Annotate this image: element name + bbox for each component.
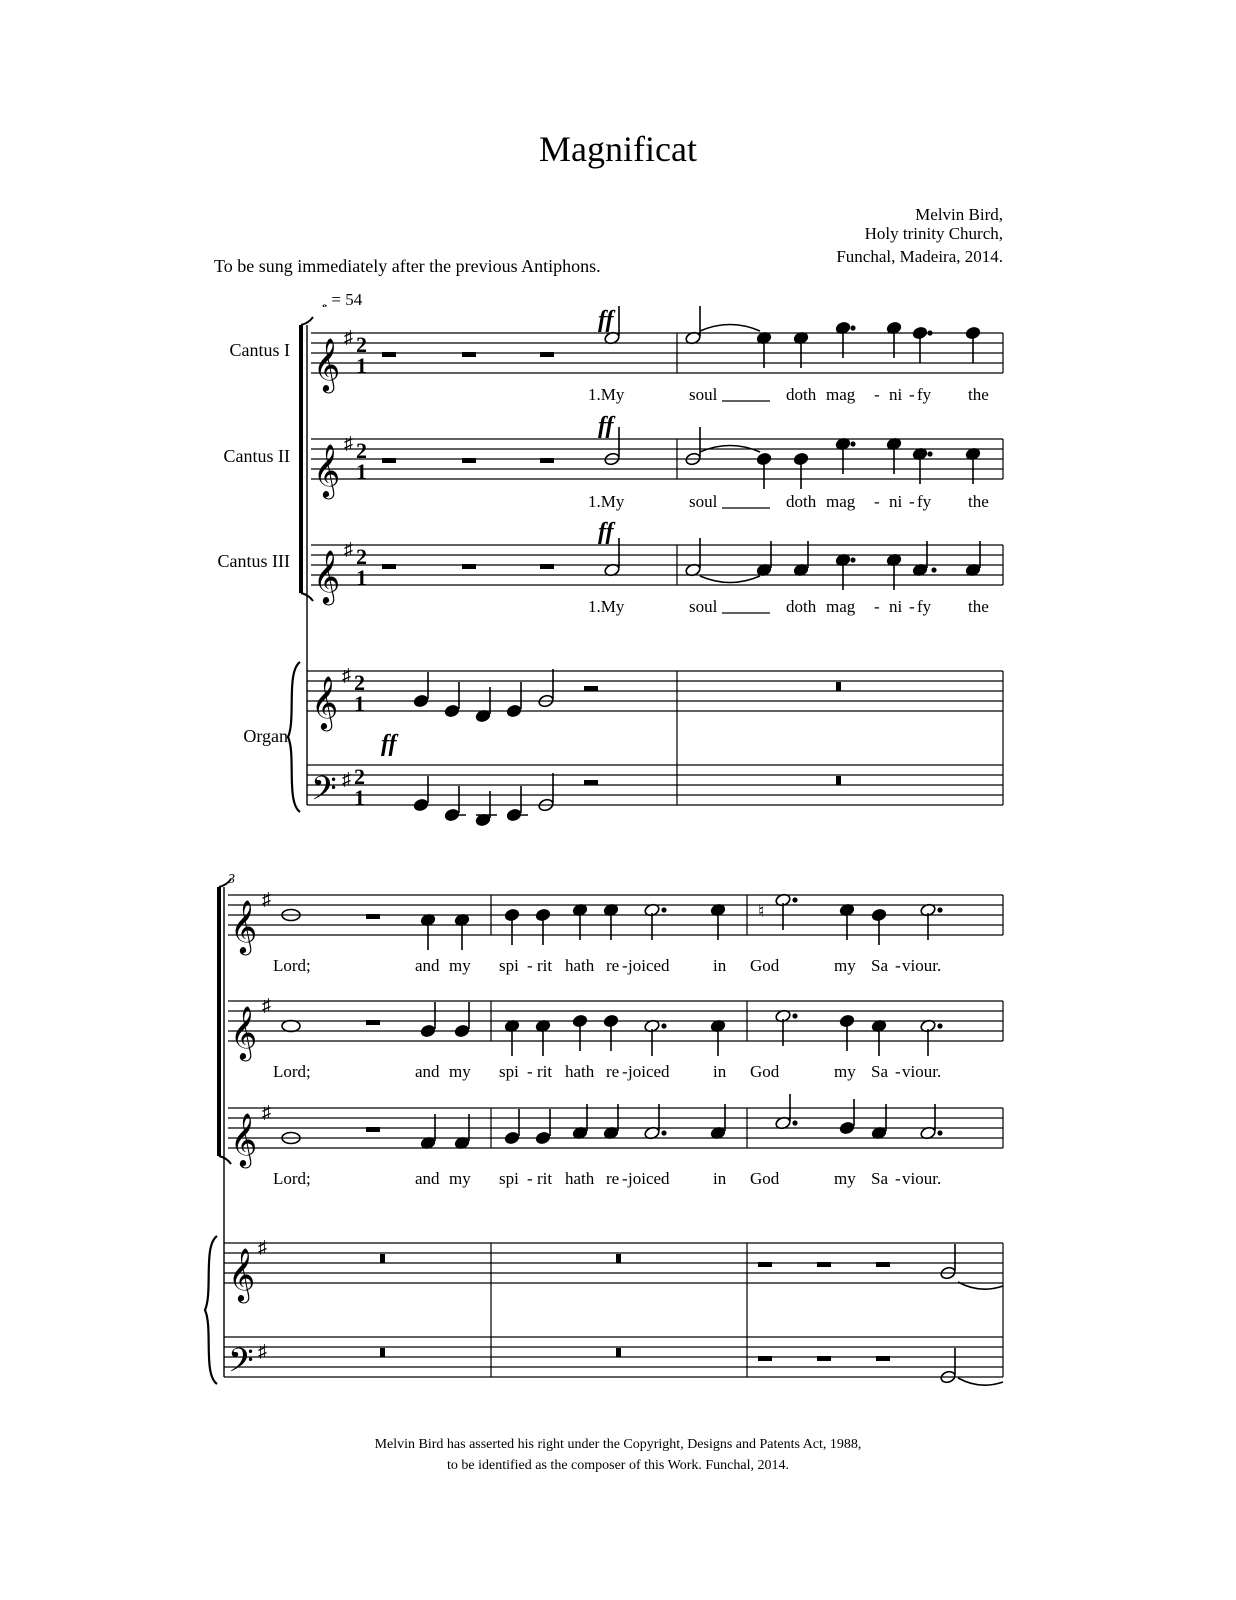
lyric: -: [909, 492, 915, 511]
lyric: soul: [689, 492, 718, 511]
lyric: soul: [689, 385, 718, 404]
lyric: ni: [889, 492, 903, 511]
time-signature: 2: [356, 438, 367, 463]
half-note-icon: 𝅝: [322, 295, 328, 310]
lyric: spi: [499, 1169, 519, 1188]
sharp-icon: ♯: [258, 1341, 267, 1361]
lyric: joiced: [628, 956, 670, 975]
lyric: doth: [786, 597, 817, 616]
lyric: and: [415, 956, 440, 975]
lyric: -: [909, 597, 915, 616]
lyric: the: [968, 492, 989, 511]
lyric: ni: [889, 597, 903, 616]
part-label-cantus-2: Cantus II: [223, 446, 290, 466]
dynamic-ff: ff: [598, 413, 614, 439]
sharp-icon: ♯: [262, 995, 271, 1015]
lyric: 1.My: [588, 597, 625, 616]
time-signature: 1: [354, 785, 365, 810]
staff-cantus-1: [311, 333, 1003, 373]
treble-clef-icon: 𝄞: [311, 677, 339, 728]
lyric: joiced: [628, 1169, 670, 1188]
lyric: Lord;: [273, 1169, 311, 1188]
lyric: my: [834, 956, 856, 975]
bass-clef-icon: 𝄢: [228, 1342, 254, 1387]
sharp-icon: ♯: [258, 1237, 267, 1257]
copyright-footer: [0, 1434, 1236, 1476]
dynamic-ff: ff: [598, 307, 614, 333]
lyric: rit: [537, 956, 553, 975]
composer-line-1: Melvin Bird,: [915, 205, 1003, 224]
staff-cantus-3: [311, 545, 1003, 585]
time-signature: 2: [354, 670, 365, 695]
lyric: Sa: [871, 956, 888, 975]
lyric: in: [713, 1169, 727, 1188]
lyric: -: [622, 1062, 628, 1081]
part-label-cantus-3: Cantus III: [217, 551, 290, 571]
treble-clef-icon: 𝄞: [313, 551, 341, 602]
dynamic-ff: ff: [598, 519, 614, 545]
time-signature: 1: [356, 353, 367, 378]
lyric: mag: [826, 492, 856, 511]
sharp-icon: ♯: [262, 1102, 271, 1122]
staff-organ-treble: [307, 671, 1003, 711]
time-signature: 2: [356, 332, 367, 357]
lyric: the: [968, 385, 989, 404]
lyric: Lord;: [273, 956, 311, 975]
lyric: my: [834, 1169, 856, 1188]
lyric: doth: [786, 492, 817, 511]
lyric: hath: [565, 956, 595, 975]
footer-line-2: to be identified as the composer of this Work. Funchal, 2014.: [447, 1458, 789, 1473]
lyric: my: [449, 1169, 471, 1188]
lyric: -: [622, 1169, 628, 1188]
sharp-icon: ♯: [342, 665, 351, 685]
treble-clef-icon: 𝄞: [228, 1249, 256, 1300]
lyric: viour.: [902, 1169, 942, 1188]
measure-number: 3: [228, 872, 235, 887]
lyric: Lord;: [273, 1062, 311, 1081]
lyric: -: [527, 1062, 533, 1081]
sharp-icon: ♯: [344, 539, 353, 559]
dynamic-ff: ff: [381, 731, 397, 757]
part-label-cantus-1: Cantus I: [229, 340, 290, 360]
lyric: God: [750, 956, 780, 975]
lyric: soul: [689, 597, 718, 616]
treble-clef-icon: 𝄞: [230, 1007, 258, 1058]
lyric: 1.My: [588, 492, 625, 511]
lyric: Sa: [871, 1169, 888, 1188]
lyric: -: [895, 1062, 901, 1081]
lyric: re: [606, 1169, 620, 1188]
lyric: hath: [565, 1062, 595, 1081]
footer-line-1: Melvin Bird has asserted his right under the Copyright, Designs and Patents Act, 1988,: [374, 1437, 862, 1452]
lyric: 1.My: [588, 385, 625, 404]
lyric: spi: [499, 1062, 519, 1081]
lyric: -: [874, 597, 880, 616]
lyric: -: [895, 956, 901, 975]
time-signature: 2: [356, 544, 367, 569]
lyric: rit: [537, 1062, 553, 1081]
treble-clef-icon: 𝄞: [230, 1114, 258, 1165]
tempo-text: = 54: [331, 290, 363, 309]
lyric: my: [449, 1062, 471, 1081]
page-title: Magnificat: [539, 129, 697, 169]
time-signature: 1: [356, 459, 367, 484]
time-signature: 1: [354, 691, 365, 716]
lyric: God: [750, 1062, 780, 1081]
lyric: hath: [565, 1169, 595, 1188]
lyric: my: [449, 956, 471, 975]
lyric: God: [750, 1169, 780, 1188]
composer-line-2: Holy trinity Church,: [864, 224, 1003, 243]
sharp-icon: ♯: [344, 433, 353, 453]
lyric: and: [415, 1169, 440, 1188]
lyric: in: [713, 1062, 727, 1081]
lyric: -: [527, 956, 533, 975]
time-signature: 2: [354, 764, 365, 789]
staff-cantus-1-sys2: [228, 895, 1003, 935]
sharp-icon: ♯: [344, 327, 353, 347]
lyric: fy: [917, 492, 932, 511]
lyric: mag: [826, 597, 856, 616]
part-label-organ: Organ: [243, 726, 288, 746]
lyric: -: [622, 956, 628, 975]
treble-clef-icon: 𝄞: [313, 339, 341, 390]
lyric: -: [874, 385, 880, 404]
staff-organ-bass: [307, 765, 1003, 805]
sharp-icon: ♯: [342, 769, 351, 789]
lyric: spi: [499, 956, 519, 975]
lyric: joiced: [628, 1062, 670, 1081]
lyric: -: [874, 492, 880, 511]
lyric: mag: [826, 385, 856, 404]
lyric: in: [713, 956, 727, 975]
lyric: and: [415, 1062, 440, 1081]
bass-clef-icon: 𝄢: [311, 770, 337, 815]
lyric: re: [606, 1062, 620, 1081]
lyric: Sa: [871, 1062, 888, 1081]
lyric: fy: [917, 597, 932, 616]
treble-clef-icon: 𝄞: [313, 445, 341, 496]
lyric: doth: [786, 385, 817, 404]
composer-line-3: Funchal, Madeira, 2014.: [836, 247, 1003, 266]
lyric: ni: [889, 385, 903, 404]
lyric: -: [909, 385, 915, 404]
lyric: viour.: [902, 1062, 942, 1081]
lyric: my: [834, 1062, 856, 1081]
treble-clef-icon: 𝄞: [230, 901, 258, 952]
sharp-icon: ♯: [262, 889, 271, 909]
natural-icon: ♮: [758, 901, 765, 921]
lyric: -: [527, 1169, 533, 1188]
time-signature: 1: [356, 565, 367, 590]
lyric: fy: [917, 385, 932, 404]
lyric: the: [968, 597, 989, 616]
lyric: rit: [537, 1169, 553, 1188]
lyric: -: [895, 1169, 901, 1188]
lyric: viour.: [902, 956, 942, 975]
lyric: re: [606, 956, 620, 975]
performance-instruction: To be sung immediately after the previous Antiphons.: [214, 256, 601, 276]
